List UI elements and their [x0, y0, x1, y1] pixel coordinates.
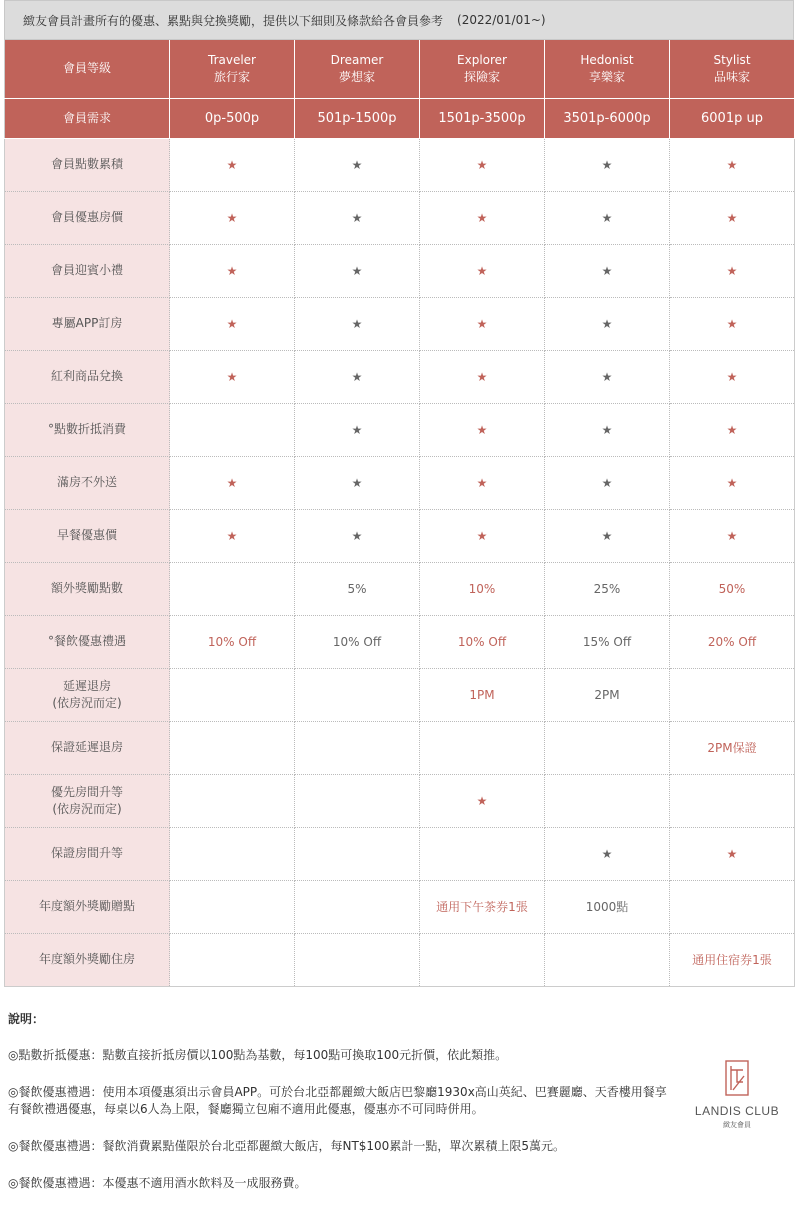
- requirement-cell: 0p-500p: [170, 98, 295, 138]
- star-icon: ★: [545, 350, 670, 403]
- requirement-cell: 501p-1500p: [295, 98, 420, 138]
- feature-value: [295, 774, 420, 827]
- feature-label: [5, 774, 170, 827]
- feature-value: 5%: [295, 562, 420, 615]
- star-icon: ★: [545, 509, 670, 562]
- star-icon: ★: [545, 191, 670, 244]
- tier-zh: 旅行家: [213, 69, 250, 84]
- star-icon: ★: [670, 138, 795, 191]
- feature-row: [5, 403, 795, 456]
- tier-dreamer: [295, 40, 420, 98]
- tier-traveler: [170, 40, 295, 98]
- feature-value: 通用住宿券1張: [670, 933, 795, 986]
- feature-value: 10%: [420, 562, 545, 615]
- star-icon: ★: [295, 509, 420, 562]
- star-icon: ★: [670, 509, 795, 562]
- note-item: ◎餐飲優惠禮遇：使用本項優惠須出示會員APP。可於台北亞都麗緻大飯店巴黎廳1930x高山英紀、巴賽麗廳、天香樓用餐享有餐飲禮遇優惠，每桌以6人為上限，餐廳獨立包廂不適用此優惠，優惠亦不可同時併用。: [8, 1085, 667, 1116]
- feature-row: [5, 456, 795, 509]
- tier-en: Explorer: [457, 52, 507, 67]
- feature-value: [295, 668, 420, 721]
- star-icon: ★: [170, 138, 295, 191]
- feature-row: [5, 774, 795, 827]
- requirement-cell: 1501p-3500p: [420, 98, 545, 138]
- header-title: 緻友會員計畫所有的優惠、累點與兌換獎勵，提供以下細則及條款給各會員參考: [23, 13, 444, 28]
- logo-name: LANDIS CLUB: [694, 1104, 780, 1118]
- star-icon: ★: [170, 350, 295, 403]
- feature-label-note: (依房況而定): [52, 801, 122, 816]
- feature-value: [295, 880, 420, 933]
- star-icon: ★: [420, 509, 545, 562]
- note-item: ◎點數折抵優惠：點數直接折抵房價以100點為基數，每100點可換取100元折價，依此類推。: [8, 1048, 508, 1062]
- feature-value: [545, 774, 670, 827]
- feature-label-text: 滿房不外送: [56, 475, 117, 489]
- feature-value: [170, 933, 295, 986]
- star-icon: ★: [295, 244, 420, 297]
- feature-value: 通用下午茶券1張: [420, 880, 545, 933]
- feature-label: [5, 297, 170, 350]
- tier-stylist: [670, 40, 795, 98]
- requirement-cell: 6001p up: [670, 98, 795, 138]
- feature-row: [5, 509, 795, 562]
- feature-value: [295, 933, 420, 986]
- feature-row: [5, 721, 795, 774]
- feature-value: [170, 668, 295, 721]
- feature-label-text: 早餐優惠價: [56, 528, 117, 542]
- feature-value: 2PM: [545, 668, 670, 721]
- star-icon: ★: [295, 138, 420, 191]
- feature-value: 2PM保證: [670, 721, 795, 774]
- requirement-cell: 3501p-6000p: [545, 98, 670, 138]
- feature-label: [5, 615, 170, 668]
- feature-label: [5, 933, 170, 986]
- feature-row: [5, 244, 795, 297]
- star-icon: ★: [170, 297, 295, 350]
- header-bar: [4, 0, 794, 40]
- star-icon: ★: [295, 350, 420, 403]
- note-item: ◎餐飲優惠禮遇：本優惠不適用酒水飲料及一成服務費。: [8, 1176, 307, 1190]
- feature-row: [5, 880, 795, 933]
- feature-value: [295, 827, 420, 880]
- feature-label: [5, 138, 170, 191]
- star-icon: ★: [420, 138, 545, 191]
- tier-en: Stylist: [713, 52, 751, 67]
- feature-label: [5, 721, 170, 774]
- star-icon: ★: [545, 827, 670, 880]
- star-icon: ★: [545, 244, 670, 297]
- feature-value: 10% Off: [295, 615, 420, 668]
- star-icon: ★: [420, 244, 545, 297]
- feature-label: [5, 880, 170, 933]
- feature-row: [5, 191, 795, 244]
- feature-label: [5, 827, 170, 880]
- feature-row: [5, 827, 795, 880]
- star-icon: ★: [545, 138, 670, 191]
- feature-row: [5, 297, 795, 350]
- feature-value: [670, 668, 795, 721]
- feature-value: [170, 562, 295, 615]
- feature-value: [420, 933, 545, 986]
- feature-label: [5, 668, 170, 721]
- landis-club-logo: [692, 1060, 782, 1130]
- feature-row: [5, 668, 795, 721]
- feature-value: [545, 721, 670, 774]
- star-icon: ★: [420, 350, 545, 403]
- feature-value: [420, 721, 545, 774]
- feature-value: [420, 827, 545, 880]
- feature-row: [5, 562, 795, 615]
- feature-value: 50%: [670, 562, 795, 615]
- star-icon: ★: [670, 297, 795, 350]
- feature-value: 20% Off: [670, 615, 795, 668]
- star-icon: ★: [670, 827, 795, 880]
- feature-label: [5, 456, 170, 509]
- star-icon: ★: [545, 456, 670, 509]
- feature-label: [5, 244, 170, 297]
- feature-row: [5, 615, 795, 668]
- feature-label: [5, 191, 170, 244]
- notes-section: [8, 1010, 668, 1212]
- star-icon: ★: [170, 456, 295, 509]
- feature-value: [170, 403, 295, 456]
- tier-zh: 夢想家: [338, 69, 375, 84]
- feature-label-text: °點數折抵消費: [47, 422, 126, 436]
- star-icon: ★: [420, 774, 545, 827]
- feature-label-text: 會員點數累積: [50, 157, 123, 171]
- star-icon: ★: [295, 191, 420, 244]
- feature-label-text: 優先房間升等: [50, 784, 123, 799]
- tier-row: [5, 40, 795, 98]
- feature-label-text: 會員迎賓小禮: [50, 263, 123, 277]
- feature-value: [670, 880, 795, 933]
- note-item: ◎餐飲優惠禮遇：餐飲消費累點僅限於台北亞都麗緻大飯店，每NT$100累計一點，單次累積上限5萬元。: [8, 1139, 565, 1153]
- feature-value: 25%: [545, 562, 670, 615]
- tier-label: 會員等級: [5, 40, 170, 98]
- star-icon: ★: [545, 403, 670, 456]
- feature-label-text: 紅利商品兌換: [50, 369, 123, 383]
- star-icon: ★: [295, 403, 420, 456]
- feature-label-text: 專屬APP訂房: [51, 316, 123, 330]
- feature-label-text: 保證房間升等: [50, 846, 123, 860]
- feature-value: 15% Off: [545, 615, 670, 668]
- star-icon: ★: [545, 297, 670, 350]
- tier-hedonist: [545, 40, 670, 98]
- star-icon: ★: [295, 297, 420, 350]
- feature-label: [5, 403, 170, 456]
- notes-title: 說明：: [8, 1012, 45, 1026]
- feature-value: 10% Off: [420, 615, 545, 668]
- feature-row: [5, 933, 795, 986]
- feature-label-note: (依房況而定): [52, 695, 122, 710]
- star-icon: ★: [420, 297, 545, 350]
- star-icon: ★: [420, 403, 545, 456]
- feature-label-text: 延遲退房: [62, 678, 111, 693]
- feature-value: [170, 721, 295, 774]
- tier-explorer: [420, 40, 545, 98]
- star-icon: ★: [295, 456, 420, 509]
- star-icon: ★: [170, 244, 295, 297]
- feature-value: [170, 880, 295, 933]
- feature-value: [170, 774, 295, 827]
- feature-value: [170, 827, 295, 880]
- benefits-panel: [4, 0, 794, 987]
- feature-value: 1000點: [545, 880, 670, 933]
- feature-row: [5, 138, 795, 191]
- feature-value: [670, 774, 795, 827]
- landis-logo-icon: [724, 1060, 750, 1098]
- star-icon: ★: [670, 456, 795, 509]
- star-icon: ★: [670, 403, 795, 456]
- star-icon: ★: [670, 244, 795, 297]
- star-icon: ★: [170, 509, 295, 562]
- tier-en: Traveler: [208, 52, 256, 67]
- feature-label-text: 年度額外獎勵住房: [38, 952, 135, 966]
- feature-label-text: 保證延遲退房: [50, 740, 123, 754]
- logo-sub: 緻友會員: [723, 1121, 751, 1129]
- feature-row: [5, 350, 795, 403]
- feature-label: [5, 350, 170, 403]
- tier-zh: 品味家: [713, 69, 750, 84]
- star-icon: ★: [170, 191, 295, 244]
- feature-value: [545, 933, 670, 986]
- feature-label-text: 年度額外獎勵贈點: [38, 899, 135, 913]
- feature-label: [5, 509, 170, 562]
- feature-value: [295, 721, 420, 774]
- feature-label: [5, 562, 170, 615]
- feature-label-text: 額外獎勵點數: [50, 581, 123, 595]
- star-icon: ★: [670, 191, 795, 244]
- star-icon: ★: [420, 191, 545, 244]
- star-icon: ★: [670, 350, 795, 403]
- feature-label-text: 會員優惠房價: [50, 210, 123, 224]
- header-date: (2022/01/01~): [457, 13, 546, 27]
- tier-zh: 享樂家: [588, 69, 625, 84]
- tier-en: Hedonist: [580, 52, 634, 67]
- requirement-label: 會員需求: [5, 98, 170, 138]
- feature-value: 10% Off: [170, 615, 295, 668]
- tier-zh: 探險家: [463, 69, 500, 84]
- benefits-table: [4, 40, 795, 987]
- feature-label-text: °餐飲優惠禮遇: [47, 634, 126, 648]
- requirement-row: [5, 98, 795, 138]
- star-icon: ★: [420, 456, 545, 509]
- tier-en: Dreamer: [330, 52, 384, 67]
- feature-value: 1PM: [420, 668, 545, 721]
